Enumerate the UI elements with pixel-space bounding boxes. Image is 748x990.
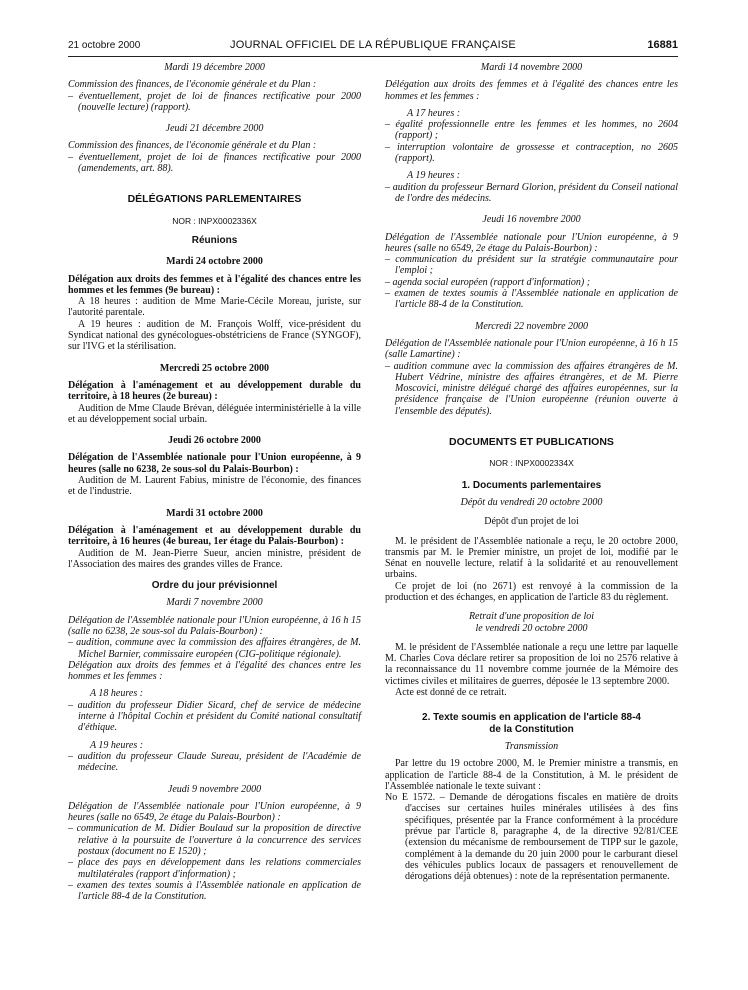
time-label: A 17 heures : [407, 107, 461, 119]
agenda-item: – examen de textes soumis à l'Assemblée nationale en application de l'article 88-4 de la Constitution. [385, 288, 678, 311]
agenda-item: – communication du président sur la stratégie communautaire pour l'emploi ; [385, 254, 678, 277]
paragraph: Audition de Mme Claude Brévan, déléguée interministérielle à la ville et au développement social urbain. [68, 402, 361, 425]
right-column [385, 62, 678, 883]
time-label: A 19 heures : [90, 739, 144, 751]
date-heading: Mercredi 25 octobre 2000 [159, 362, 270, 374]
body-heading: Commission des finances, de l'économie générale et du Plan : [68, 79, 317, 91]
subheading: Dépôt d'un projet de loi [484, 516, 579, 528]
body-heading: Délégation aux droits des femmes et à l'égalité des chances entre les hommes et les femmes (9e bureau) : [68, 273, 361, 296]
date-heading: Mardi 19 décembre 2000 [164, 62, 265, 73]
page-number: 16881 [647, 39, 678, 51]
section-title: DÉLÉGATIONS PARLEMENTAIRES [127, 193, 302, 206]
agenda-item: – agenda social européen (rapport d'information) ; [385, 276, 591, 288]
paragraph: A 19 heures : audition de M. François Wolff, vice-président du Syndicat national des gynécologues-obstétriciens de France (SYNGOF), sur l'IVG et la stérilisation. [68, 318, 361, 353]
paragraph: Audition de M. Laurent Fabius, ministre de l'économie, des finances et de l'industrie. [68, 475, 361, 498]
body-heading: Délégation de l'Assemblée nationale pour l'Union européenne, à 16 h 15 (salle no 6238, 2e sous-sol du Palais-Bourbon) : [68, 614, 361, 637]
subsection-title: 1. Documents parlementaires [461, 479, 602, 491]
agenda-item: – place des pays en développement dans les relations commerciales multilatérales (rapport d'information) ; [68, 857, 361, 880]
agenda-item: – éventuellement, projet de loi de finances rectificative pour 2000 (nouvelle lecture) (rapport). [68, 90, 361, 113]
agenda-item: – examen des textes soumis à l'Assemblée nationale en application de l'article 88-4 de la Constitution. [68, 879, 361, 903]
header-date: 21 octobre 2000 [68, 40, 141, 51]
body-heading: Commission des finances, de l'économie générale et du Plan : [68, 140, 317, 152]
date-heading: Dépôt du vendredi 20 octobre 2000 [460, 496, 603, 508]
agenda-item: – audition, commune avec la commission des affaires étrangères, de M. Michel Barnier, commissaire européen (CIG-politique régionale). [68, 637, 361, 660]
left-column [68, 62, 361, 903]
agenda-item: – audition du professeur Didier Sicard, chef de service de médecine interne à l'hôpital Cochin et président du Comité national consultatif d'éthique. [68, 699, 361, 734]
nor-reference: NOR : INPX0002336X [172, 215, 257, 226]
subsection-title: Réunions [191, 234, 238, 246]
date-heading: Jeudi 21 décembre 2000 [165, 123, 264, 135]
subheading: Transmission [504, 740, 559, 752]
date-heading: Mardi 31 octobre 2000 [166, 507, 263, 519]
agenda-item: – interruption volontaire de grossesse et contraception, no 2605 (rapport). [385, 141, 678, 165]
subsection-title: de la Constitution [489, 723, 574, 735]
agenda-item: – éventuellement, projet de loi de finances rectificative pour 2000 (amendements, art. 88). [68, 151, 361, 175]
subsection-title: 2. Texte soumis en application de l'article 88-4 [422, 712, 641, 724]
paragraph: Par lettre du 19 octobre 2000, M. le Premier ministre a transmis, en application de l'article 88-4 de la Constitution, à M. le président de l'Assemblée nationale le texte suivant : [385, 758, 678, 792]
paragraph: Audition de M. Jean-Pierre Sueur, ancien ministre, président de l'Association des maires des grandes villes de France. [68, 547, 361, 570]
agenda-item: – égalité professionnelle entre les femmes et les hommes, no 2604 (rapport) ; [385, 119, 678, 142]
date-heading: Mardi 14 novembre 2000 [480, 62, 583, 73]
date-heading: Mardi 7 novembre 2000 [166, 597, 263, 609]
paragraph: M. le président de l'Assemblée nationale a reçu, le 20 octobre 2000, transmis par M. le Premier ministre, un projet de loi, modifié par le Sénat en nouvelle lecture, relatif à la solidarité et au renouvellement urbains. [385, 535, 678, 581]
date-heading: Jeudi 16 novembre 2000 [482, 214, 581, 226]
body-heading: Délégation à l'aménagement et au développement durable du territoire, à 16 heures (4e bureau, 1er étage du Palais-Bourbon) : [68, 524, 361, 548]
paragraph: M. le président de l'Assemblée nationale a reçu une lettre par laquelle M. Charles Cova déclare retirer sa proposition de loi no 2576 relative à la reconnaissance du 11 novembre comme journée de la Mémoire des victimes civiles et militaires de guerres, déposée le 13 septembre 2000. [385, 641, 678, 687]
nor-reference: NOR : INPX0002334X [489, 458, 574, 469]
date-heading: Mardi 24 octobre 2000 [166, 256, 263, 268]
date-heading: Jeudi 9 novembre 2000 [167, 783, 262, 795]
paragraph: Acte est donné de ce retrait. [395, 687, 507, 699]
section-title: DOCUMENTS ET PUBLICATIONS [449, 436, 614, 449]
paragraph: A 18 heures : audition de Mme Marie-Cécile Moreau, juriste, sur l'autorité parentale. [68, 296, 361, 319]
page-header [68, 38, 678, 57]
body-heading: Délégation de l'Assemblée nationale pour l'Union européenne, à 16 h 15 (salle Lamartine) : [385, 337, 678, 361]
agenda-item: – audition du professeur Claude Sureau, président de l'Académie de médecine. [68, 750, 361, 774]
agenda-item: – communication de M. Didier Boulaud sur la proposition de directive relative à la poursuite de l'ouverture à la concurrence des services postaux (document no E 1520) ; [68, 823, 361, 858]
body-heading: Délégation de l'Assemblée nationale pour l'Union européenne, à 9 heures (salle no 6549, 2e étage du Palais-Bourbon) : [68, 800, 361, 824]
paragraph: Ce projet de loi (no 2671) est renvoyé à la commission de la production et des échanges, en application de l'article 83 du règlement. [385, 580, 678, 603]
document-item: No E 1572. – Demande de dérogations fiscales en matière de droits d'accises sur certaines huiles minérales utilisées à des fins spécifiques, présentée par la France conformément à la procédure prévue par l'article 8, paragraphe 4, de la directive 92/81/CEE (extension du mécanisme de remboursement de TIPP sur le gazole, complément à la demande du 20 juin 2000 pour le carburant diesel des véhicules publics locaux de passagers et renouvellement de dérogations déjà obtenues) : note de la représentation permanente. [385, 792, 678, 883]
subsection-title: Ordre du jour prévisionnel [151, 580, 278, 592]
agenda-item: – audition commune avec la commission des affaires étrangères de M. Hubert Védrine, ministre des affaires étrangères, et de M. Pierre Moscovici, ministre délégué chargé des affaires européennes, sur la présidence française de l'Union européenne (réunion ouverte à l'ensemble des députés). [385, 360, 678, 417]
journal-title: JOURNAL OFFICIEL DE LA RÉPUBLIQUE FRANÇAISE [230, 39, 516, 51]
date-heading: Mercredi 22 novembre 2000 [474, 320, 589, 332]
body-heading: Délégation aux droits des femmes et à l'égalité des chances entre les hommes et les femmes : [68, 659, 361, 683]
agenda-item: – audition du professeur Bernard Glorion, président du Conseil national de l'ordre des médecins. [385, 181, 678, 204]
time-label: A 18 heures : [90, 688, 144, 700]
body-heading: Délégation de l'Assemblée nationale pour l'Union européenne, à 9 heures (salle no 6238, 2e sous-sol du Palais-Bourbon) : [68, 452, 361, 475]
subheading: Retrait d'une proposition de loi [468, 611, 595, 623]
body-heading: Délégation à l'aménagement et au développement durable du territoire, à 18 heures (2e bureau) : [68, 379, 361, 403]
body-heading: Délégation de l'Assemblée nationale pour l'Union européenne, à 9 heures (salle no 6549, 2e étage du Palais-Bourbon) : [385, 231, 678, 254]
time-label: A 19 heures : [407, 170, 461, 182]
body-heading: Délégation aux droits des femmes et à l'égalité des chances entre les hommes et les femmes : [385, 79, 678, 102]
subheading: le vendredi 20 octobre 2000 [475, 622, 588, 634]
date-heading: Jeudi 26 octobre 2000 [168, 435, 261, 447]
